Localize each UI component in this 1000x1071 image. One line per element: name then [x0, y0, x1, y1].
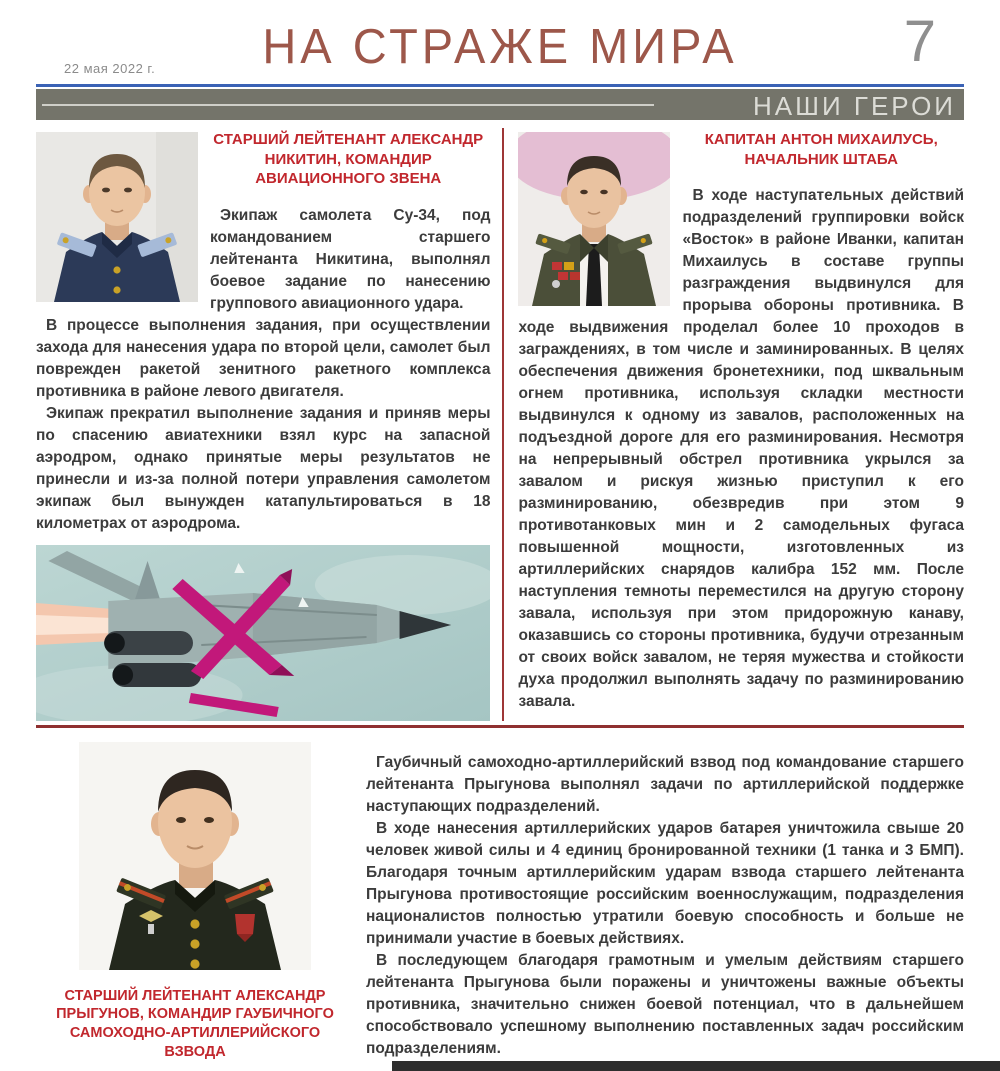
- prygunov-paragraph-2: В ходе нанесения артиллерийских ударов батарея уничтожила свыше 20 человек живой силы и 4 единиц бронированной техники (1 танка и 3 БМП). Благодаря точным артиллерийским ударам взвода старшего лейтенанта Прыгунова противостоящие российским военнослужащим, подразделения националистов полностью утратили боевую способность и больше не принимали участие в боевых действиях.: [366, 819, 964, 947]
- page-number: 7: [903, 9, 936, 74]
- portrait-mikhailus-illustration: [518, 132, 670, 306]
- nikitin-portrait-photo: [36, 132, 198, 302]
- mikhailus-paragraph-1: В ходе наступательных действий подразделений группировки войск «Восток» в районе Иванки, капитан Михаилусь в составе группы разграждения выдвинулся для прорыва обороны противника. В ходе выдвижения проделал более 10 проходов в заграждениях, в том числе и заминированных. В целях обеспечения движения бронетехники, под шквальным огнем противника, используя складки местности выдвинулся к одному из завалов, расположенных на подъездной дороге для его разминирования. Несмотря на непрерывный обстрел противника укрылся за завалом и рискуя жизнью приступил к его разминированию, обезвредив при этом 9 противотанковых мин и 2 самодельных фугаса повышенной мощности, изготовленных из артиллерийских снарядов калибра 152 мм. После наступления темноты переместился на другую сторону завала, используя при этом придорожную канаву, оказавшись со стороны противника, будучи отрезанным от своих войск завалом, не теряя мужества и стойкости духа продолжил выполнять задачу по разминированию завала.: [518, 187, 964, 710]
- articles-row: [36, 128, 964, 721]
- prygunov-body: [354, 742, 964, 1062]
- masthead-title: НА СТРАЖЕ МИРА: [262, 17, 738, 74]
- article-prygunov: [36, 742, 964, 1062]
- section-bar: [36, 89, 964, 120]
- blue-double-rule: [36, 84, 964, 87]
- prygunov-portrait-photo: [79, 957, 311, 974]
- su34-jet-illustration: [36, 545, 490, 721]
- prygunov-paragraph-1: Гаубичный самоходно-артиллерийский взвод под командование старшего лейтенанта Прыгунова выполнял задачи по артиллерийской поддержке наступающих подразделений.: [366, 753, 964, 815]
- mikhailus-headline: КАПИТАН АНТОН МИХАИЛУСЬ, НАЧАЛЬНИК ШТАБА: [704, 131, 938, 168]
- red-horizontal-rule: [36, 725, 964, 728]
- nikitin-headline: СТАРШИЙ ЛЕЙТЕНАНТ АЛЕКСАНДР НИКИТИН, КОМАНДИР АВИАЦИОННОГО ЗВЕНА: [213, 131, 484, 187]
- section-bar-line: [42, 104, 654, 106]
- article-nikitin: [36, 128, 504, 721]
- page-header: [36, 9, 964, 84]
- nikitin-paragraph-1: Экипаж самолета Су-34, под командованием старшего лейтенанта Никитина, выполнял боевое задание по нанесению группового авиационного удара.: [210, 206, 491, 312]
- prygunov-paragraph-3: В последующем благодаря грамотным и умелым действиям старшего лейтенанта Прыгунова были поражены и уничтожены важные объекты противника, значительно снижен боевой потенциал, что в дальнейшем способствовало успешному выполнению поставленных задач российским подразделениям.: [366, 951, 964, 1057]
- issue-date: 22 мая 2022 г.: [64, 61, 156, 76]
- portrait-nikitin-illustration: [36, 132, 198, 302]
- nikitin-paragraph-2: В процессе выполнения задания, при осуществлении захода для нанесения удара по второй цели, самолет был поврежден ракетой зенитного ракетного комплекса противника в районе левого двигателя.: [36, 316, 491, 400]
- section-title: НАШИ ГЕРОИ: [753, 91, 956, 121]
- article-mikhailus: [504, 128, 964, 721]
- portrait-prygunov-illustration: [79, 742, 311, 970]
- prygunov-caption: СТАРШИЙ ЛЕЙТЕНАНТ АЛЕКСАНДР ПРЫГУНОВ, КОМАНДИР ГАУБИЧНОГО САМОХОДНО-АРТИЛЛЕРИЙСКОГО ВЗВОДА: [56, 987, 334, 1061]
- nikitin-paragraph-3: Экипаж прекратил выполнение задания и приняв меры по спасению авиатехники взял курс на запасной аэродром, однако принятые меры результатов не принесли и из-за полной потери управления самолетом экипаж был вынужден катапультироваться в 18 километрах от аэродрома.: [36, 404, 491, 532]
- footer-bar: [392, 1061, 1000, 1071]
- mikhailus-portrait-photo: [518, 132, 670, 306]
- prygunov-photo-block: [36, 742, 354, 1062]
